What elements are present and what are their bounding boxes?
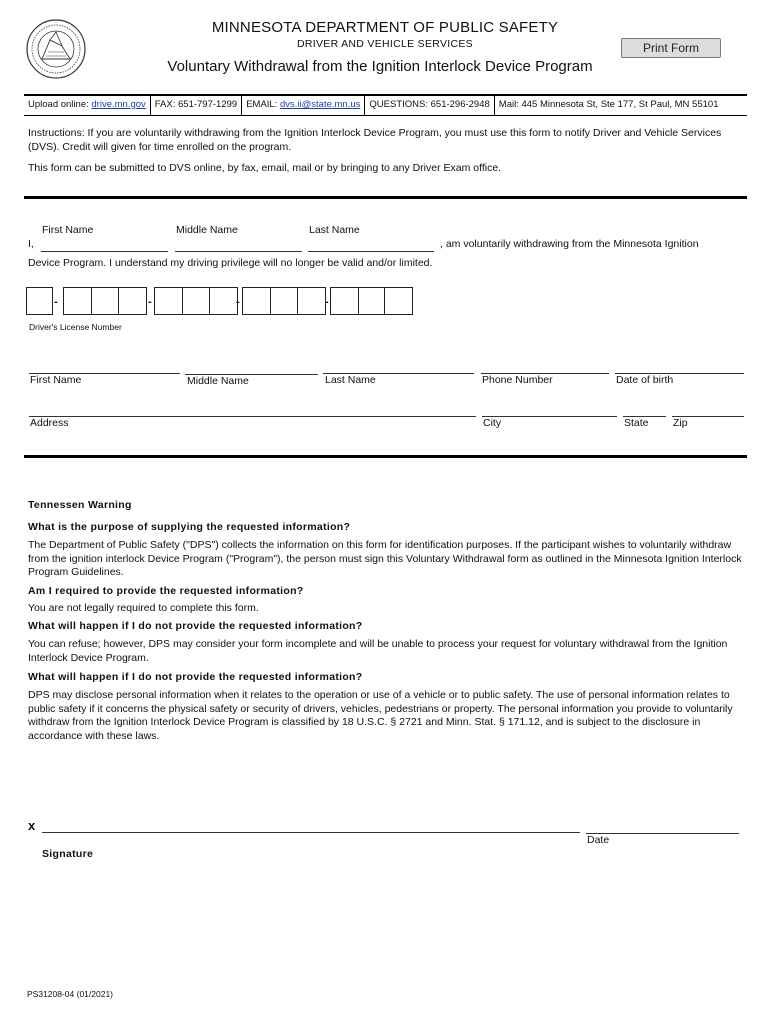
statement-tail: , am voluntarily withdrawing from the Minnesota Ignition bbox=[440, 238, 699, 250]
statement-last-name-label: Last Name bbox=[309, 224, 360, 236]
address-field[interactable] bbox=[29, 416, 476, 417]
signature-label: Signature bbox=[42, 848, 94, 860]
dl-group-2[interactable] bbox=[63, 287, 147, 315]
statement-middle-name-label: Middle Name bbox=[176, 224, 238, 236]
warning-q3: What will happen if I do not provide the requested information? bbox=[28, 620, 363, 632]
dl-group-4[interactable] bbox=[242, 287, 326, 315]
instructions-text: Instructions: If you are voluntarily withdrawing from the Ignition Interlock Device Program, you must use this form to notify Driver and Vehicle Services (DVS). Credit will given for time enrolled on the program. bbox=[28, 127, 722, 153]
warning-q4: What will happen if I do not provide the requested information? bbox=[28, 671, 363, 683]
division-name: DRIVER AND VEHICLE SERVICES bbox=[297, 38, 473, 50]
dl-dash: - bbox=[325, 296, 329, 308]
divider-section1 bbox=[24, 196, 747, 199]
divider-section2 bbox=[24, 455, 747, 458]
dl-dash: - bbox=[148, 296, 152, 308]
warning-a1: The Department of Public Safety ("DPS") collects the information on this form for identification purposes. If the participant wishes to voluntarily withdraw from the ignition interlock Device Program ("Program"), the person must sign this Voluntary Withdrawal form as outlined in the Minnesota Ignition Interlock Program Guidelines. bbox=[28, 539, 742, 578]
dl-label: Driver's License Number bbox=[29, 322, 122, 332]
city-field[interactable] bbox=[482, 416, 617, 417]
warning-a4: DPS may disclose personal information when it relates to the operation or use of a vehicle or to public safety. The use of personal information relates to public safety if it concerns the physical safety or security of drivers, vehicles, pedestrians or property. The personal information you provide to voluntarily withdraw from the Ignition Interlock Device Program is classified by 18 U.S.C. § 2721 and Minn. Stat. § 171.12, and is subject to the disclosure in accordance with these laws. bbox=[28, 689, 733, 742]
signature-field[interactable] bbox=[42, 832, 580, 833]
questions-info: QUESTIONS: 651-296-2948 bbox=[365, 95, 494, 115]
statement-line2: Device Program. I understand my driving privilege will no longer be valid and/or limited. bbox=[28, 257, 433, 269]
date-label: Date bbox=[587, 834, 610, 846]
dl-group-5[interactable] bbox=[330, 287, 413, 315]
mail-info: Mail: 445 Minnesota St, Ste 177, St Paul, MN 55101 bbox=[498, 99, 719, 110]
print-form-button[interactable]: Print Form bbox=[621, 38, 721, 58]
dob-label: Date of birth bbox=[616, 374, 674, 386]
divider-contact bbox=[24, 115, 747, 116]
form-title: Voluntary Withdrawal from the Ignition Interlock Device Program bbox=[167, 58, 593, 75]
statement-first-name-label: First Name bbox=[42, 224, 94, 236]
zip-label: Zip bbox=[673, 417, 688, 429]
address-label: Address bbox=[30, 417, 69, 429]
email-link[interactable]: dvs.ii@state.mn.us bbox=[279, 99, 361, 110]
dl-group-1[interactable] bbox=[26, 287, 53, 315]
dl-dash: - bbox=[54, 296, 58, 308]
middle-name-label: Middle Name bbox=[187, 375, 249, 387]
fax-info: FAX: 651-797-1299 bbox=[151, 95, 242, 115]
form-number: PS31208-04 (01/2021) bbox=[27, 989, 114, 999]
email-info: EMAIL: dvs.ii@state.mn.us bbox=[242, 95, 365, 115]
contact-bar bbox=[24, 95, 747, 115]
state-label: State bbox=[624, 417, 649, 429]
statement-first-name-field[interactable] bbox=[41, 251, 168, 252]
dl-dash: - bbox=[236, 296, 240, 308]
last-name-label: Last Name bbox=[325, 374, 376, 386]
upload-link[interactable]: drive.mn.gov bbox=[91, 99, 146, 110]
signature-x: x bbox=[28, 818, 36, 833]
warning-title: Tennessen Warning bbox=[28, 499, 132, 511]
statement-last-name-field[interactable] bbox=[308, 251, 434, 252]
agency-name: MINNESOTA DEPARTMENT OF PUBLIC SAFETY bbox=[211, 19, 559, 36]
statement-i: I, bbox=[28, 238, 34, 250]
warning-a2: You are not legally required to complete this form. bbox=[28, 602, 259, 614]
city-label: City bbox=[483, 417, 502, 429]
statement-middle-name-field[interactable] bbox=[175, 251, 302, 252]
submission-text: This form can be submitted to DVS online, by fax, email, mail or by bringing to any Driver Exam office. bbox=[28, 162, 502, 174]
phone-label: Phone Number bbox=[482, 374, 553, 386]
first-name-label: First Name bbox=[30, 374, 82, 386]
warning-q1: What is the purpose of supplying the requested information? bbox=[28, 521, 351, 533]
upload-info: Upload online: drive.mn.gov bbox=[24, 95, 151, 115]
dl-group-3[interactable] bbox=[154, 287, 238, 315]
warning-a3: You can refuse; however, DPS may consider your form incomplete and will be unable to process your request for voluntary withdrawal from the Ignition Interlock Device Program. bbox=[28, 638, 728, 664]
warning-q2: Am I required to provide the requested information? bbox=[28, 585, 304, 597]
